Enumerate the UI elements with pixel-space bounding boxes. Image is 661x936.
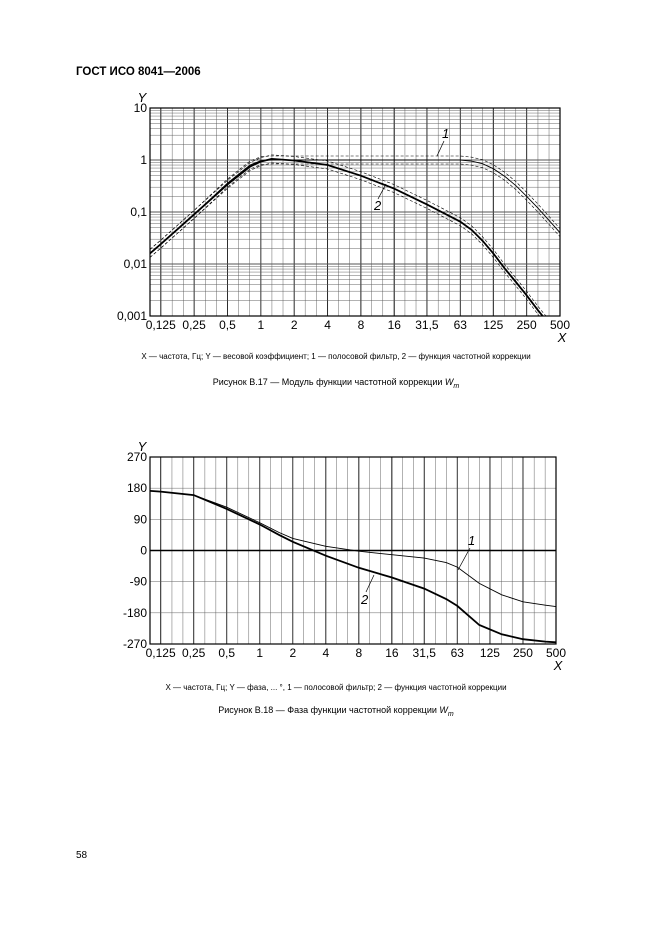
curve-leader-line [378, 184, 386, 199]
y-tick-label: -270 [122, 637, 147, 651]
y-tick-label: 10 [133, 101, 147, 115]
grid [150, 108, 560, 316]
y-tick-label: 180 [126, 481, 147, 496]
x-tick-label: 4 [324, 318, 331, 332]
y-tick-label: -90 [129, 574, 147, 589]
figure1-caption-text: Рисунок В.17 — Модуль функции частотной коррекции [212, 377, 445, 387]
y-tick-label: 0,01 [123, 257, 147, 271]
x-tick-label: 63 [453, 318, 467, 332]
figure1-caption [96, 377, 576, 390]
x-tick-label: 125 [483, 318, 504, 332]
x-axis-label: X [557, 330, 567, 345]
modulus-chart [117, 90, 570, 345]
x-tick-label: 2 [290, 318, 298, 332]
x-tick-label: 250 [512, 646, 533, 660]
y-axis-label: Y [137, 90, 147, 105]
y-tick-label: 0,1 [130, 205, 147, 219]
y-tick-label: 0 [140, 543, 147, 558]
phase-chart [123, 439, 566, 673]
series-tolerance-upper-2 [150, 155, 560, 333]
curve-leader-line [366, 575, 374, 592]
x-tick-label: 0,25 [181, 646, 206, 660]
x-tick-label: 8 [357, 318, 365, 332]
y-tick-label: 90 [133, 512, 147, 527]
x-tick-label: 2 [289, 646, 297, 660]
y-tick-label: 1 [140, 153, 147, 167]
x-tick-label: 1 [257, 318, 265, 332]
document-header: ГОСТ ИСО 8041—2006 [76, 66, 201, 78]
x-tick-label: 31,5 [412, 646, 436, 660]
x-tick-label: 0,5 [219, 318, 236, 332]
x-tick-label: 500 [545, 646, 567, 660]
figure1-caption-symbol: W [444, 377, 454, 387]
x-tick-label: 0,5 [218, 646, 236, 660]
series-line-2 [150, 491, 556, 642]
page-number: 58 [76, 850, 88, 861]
x-tick-label: 0,125 [145, 646, 176, 660]
x-tick-label: 500 [549, 318, 571, 332]
figure2-caption-symbol: W [439, 705, 448, 715]
figure1-legend: X — частота, Гц; Y — весовой коэффициент; 1 — полосовой фильтр, 2 — функция частотной коррекции [141, 352, 531, 361]
figure1-caption-subscript: m [453, 382, 460, 390]
series-line-1 [150, 491, 556, 607]
x-tick-label: 125 [479, 646, 500, 660]
x-tick-label: 4 [322, 646, 330, 660]
series-line-2 [150, 159, 560, 337]
y-tick-label: 270 [126, 450, 147, 464]
curve-label-1: 1 [468, 533, 476, 548]
x-tick-label: 1 [256, 646, 264, 660]
curve-label-2: 2 [361, 592, 369, 607]
x-tick-label: 16 [387, 318, 401, 332]
figure2-caption-subscript: m [447, 710, 454, 718]
x-tick-label: 0,25 [182, 318, 206, 332]
curve-label-1: 1 [442, 126, 450, 141]
y-axis-label: Y [137, 439, 147, 454]
figure2-legend: X — частота, Гц; Y — фаза, ... °, 1 — полосовой фильтр; 2 — функция частотной коррекции [165, 683, 507, 692]
x-tick-label: 250 [516, 318, 537, 332]
y-tick-label: 0,001 [116, 309, 147, 323]
x-tick-label: 31,5 [415, 318, 439, 332]
figure2-caption-text: Рисунок В.18 — Фаза функции частотной коррекции [218, 705, 440, 715]
x-tick-label: 63 [450, 646, 464, 660]
y-tick-label: -180 [122, 605, 147, 620]
curve-label-2: 2 [374, 198, 382, 213]
x-tick-label: 8 [355, 646, 363, 660]
series-tolerance-lower-2 [150, 163, 560, 341]
x-tick-label: 0,125 [145, 318, 176, 332]
x-axis-label: X [553, 658, 563, 673]
figure2-caption [96, 705, 576, 718]
x-tick-label: 16 [385, 646, 399, 660]
